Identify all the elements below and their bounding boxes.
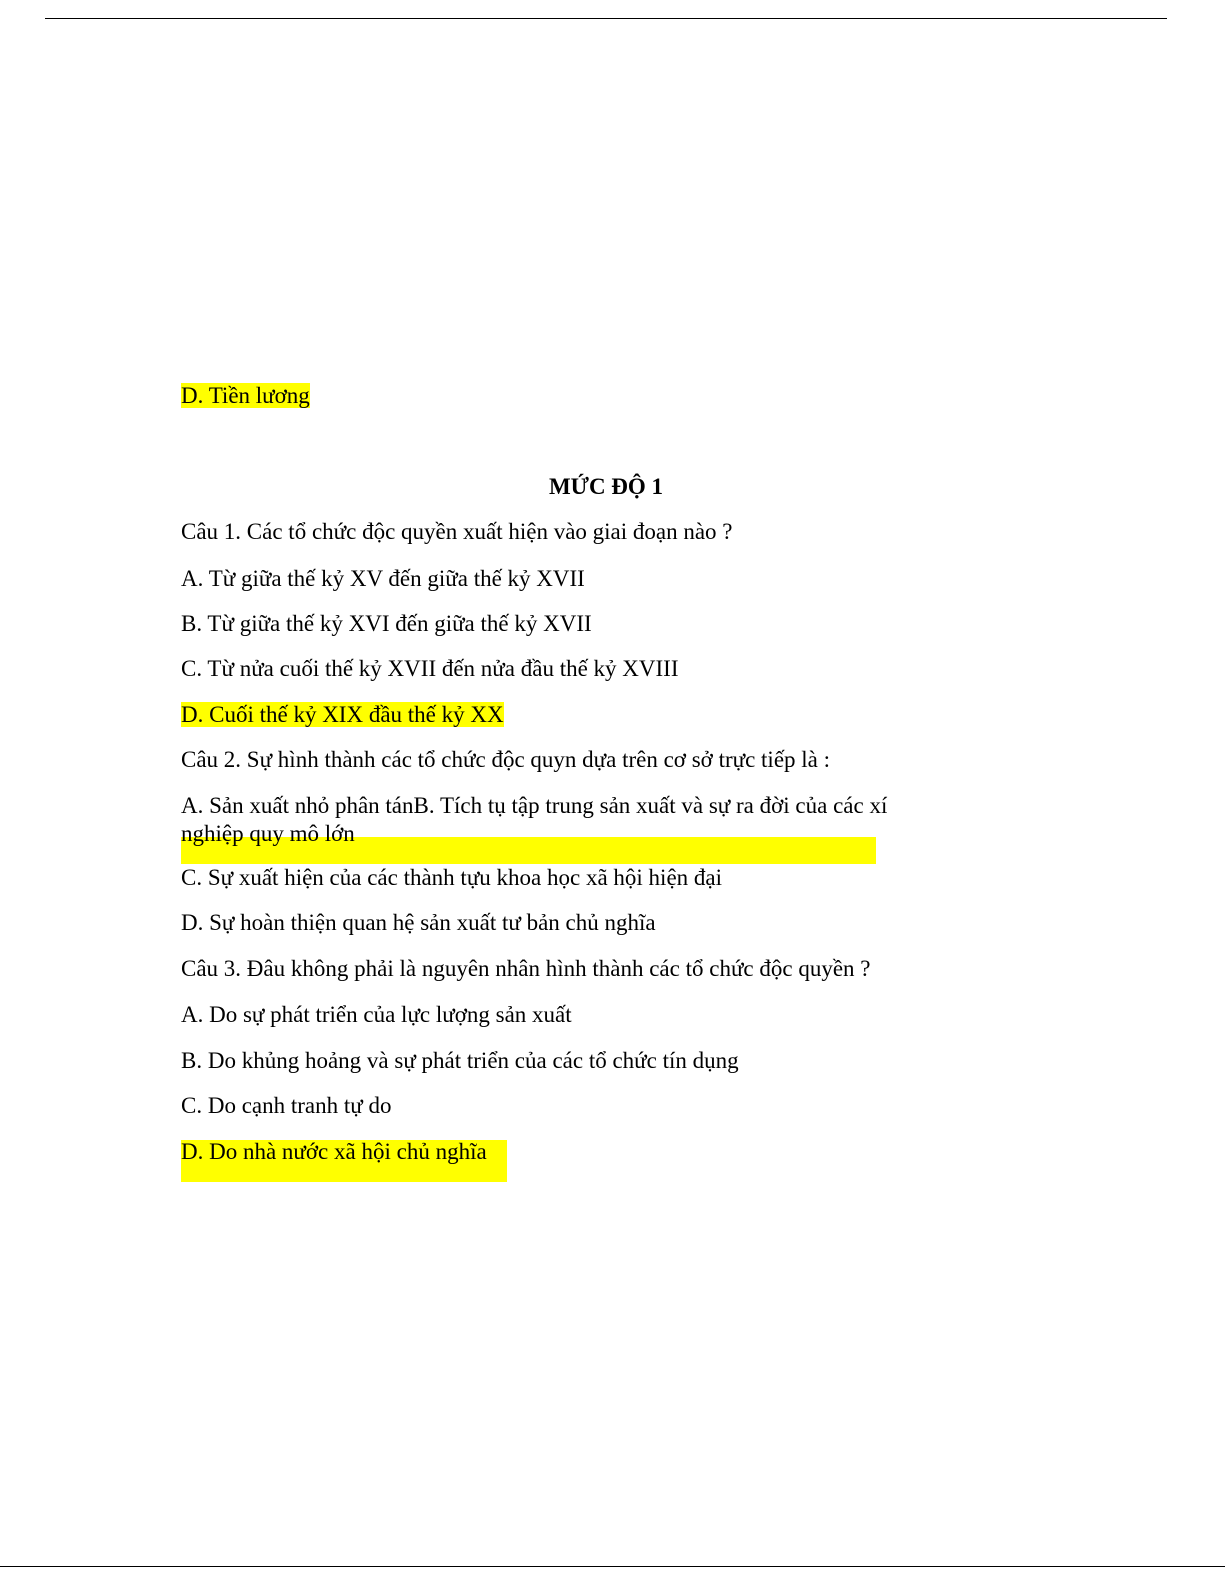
previous-answer [181,382,310,410]
header-rule [45,18,1167,19]
question-1: Câu 1. Các tổ chức độc quyền xuất hiện vào giai đoạn nào ? [181,519,733,544]
question-2-option-d: D. Sự hoàn thiện quan hệ sản xuất tư bản chủ nghĩa [181,910,656,935]
question-3-option-c: C. Do cạnh tranh tự do [181,1093,392,1118]
footer-rule [0,1566,1225,1567]
question-2: Câu 2. Sự hình thành các tổ chức độc quyn dựa trên cơ sở trực tiếp là : [181,747,831,772]
question-1-option-b: B. Từ giữa thế kỷ XVI đến giữa thế kỷ XVII [181,611,592,636]
question-1-option-a: A. Từ giữa thế kỷ XV đến giữa thế kỷ XVII [181,566,585,591]
highlighted-answer: D. Tiền lương [181,383,310,408]
question-3-option-b: B. Do khủng hoảng và sự phát triển của các tổ chức tín dụng [181,1048,739,1073]
question-3-option-d: D. Do nhà nước xã hội chủ nghĩa [181,1139,487,1164]
question-2-option-c: C. Sự xuất hiện của các thành tựu khoa học xã hội hiện đại [181,865,723,890]
section-title: MỨC ĐỘ 1 [548,474,664,499]
question-3-option-a: A. Do sự phát triển của lực lượng sản xuất [181,1002,572,1027]
question-1-option-d [181,701,504,729]
question-3: Câu 3. Đâu không phải là nguyên nhân hình thành các tổ chức độc quyền ? [181,956,871,981]
question-1-option-c: C. Từ nửa cuối thế kỷ XVII đến nửa đầu thế kỷ XVIII [181,656,679,681]
highlighted-answer: D. Cuối thế kỷ XIX đầu thế kỷ XX [181,702,504,727]
question-2-option-a-b: A. Sản xuất nhỏ phân tánB. Tích tụ tập trung sản xuất và sự ra đời của các xí nghiệp quy mô lớn [181,793,888,846]
